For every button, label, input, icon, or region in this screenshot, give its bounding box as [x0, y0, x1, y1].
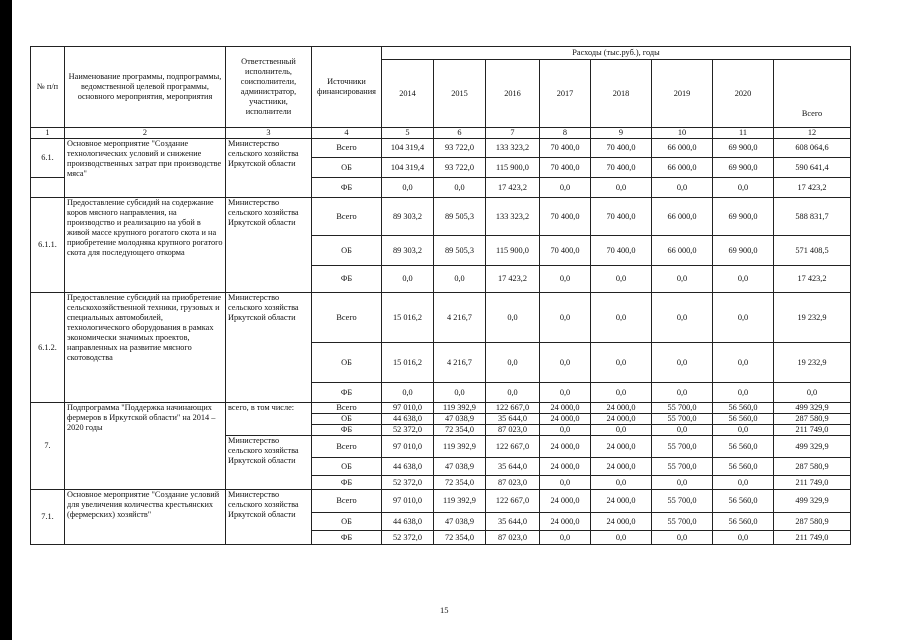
value-cell: 24 000,0: [591, 403, 652, 414]
value-cell: 70 400,0: [540, 139, 591, 158]
value-cell: 24 000,0: [591, 490, 652, 513]
value-cell: 133 323,2: [486, 139, 540, 158]
value-cell: 122 667,0: [486, 436, 540, 458]
scan-binder-edge: [0, 0, 12, 640]
value-cell: 24 000,0: [540, 414, 591, 425]
column-number: 9: [591, 128, 652, 139]
row-responsible: Министерство сельского хозяйства Иркутской области: [226, 490, 312, 545]
value-cell: 19 232,9: [774, 343, 851, 383]
value-cell: 122 667,0: [486, 490, 540, 513]
column-number: 5: [382, 128, 434, 139]
value-cell: 66 000,0: [652, 198, 713, 236]
value-cell: 0,0: [382, 266, 434, 293]
row-responsible: Министерство сельского хозяйства Иркутской области: [226, 198, 312, 293]
value-cell: 0,0: [652, 425, 713, 436]
value-cell: 72 354,0: [434, 425, 486, 436]
value-cell: 24 000,0: [591, 513, 652, 531]
value-cell: 44 638,0: [382, 513, 434, 531]
value-cell: 0,0: [540, 383, 591, 403]
value-cell: 0,0: [591, 343, 652, 383]
column-number: 6: [434, 128, 486, 139]
value-cell: 56 560,0: [713, 513, 774, 531]
value-cell: 0,0: [540, 266, 591, 293]
value-cell: 55 700,0: [652, 513, 713, 531]
header-year: 2017: [540, 60, 591, 128]
value-cell: 70 400,0: [540, 236, 591, 266]
value-cell: 89 303,2: [382, 236, 434, 266]
value-cell: 0,0: [591, 266, 652, 293]
value-cell: 97 010,0: [382, 436, 434, 458]
row-name: Предоставление субсидий на содержание коров мясного направления, на производство и реализацию на убой в живой массе крупного рогатого скота и на приобретение молодняка крупного рогатого скота для последующего откорма: [65, 198, 226, 293]
row-number: 7.: [31, 403, 65, 490]
value-cell: 56 560,0: [713, 403, 774, 414]
value-cell: 0,0: [652, 266, 713, 293]
value-cell: 104 319,4: [382, 158, 434, 178]
value-cell: 93 722,0: [434, 139, 486, 158]
value-cell: 66 000,0: [652, 236, 713, 266]
value-cell: 24 000,0: [591, 414, 652, 425]
value-cell: 70 400,0: [540, 158, 591, 178]
value-cell: 35 644,0: [486, 513, 540, 531]
value-cell: 70 400,0: [591, 236, 652, 266]
value-cell: 119 392,9: [434, 436, 486, 458]
value-cell: 24 000,0: [591, 436, 652, 458]
table-row: [31, 490, 851, 513]
column-number: 4: [312, 128, 382, 139]
table-row: [31, 293, 851, 343]
value-cell: 89 505,3: [434, 236, 486, 266]
column-number: 12: [774, 128, 851, 139]
budget-table-page: [30, 46, 851, 545]
value-cell: 69 900,0: [713, 236, 774, 266]
row-number: 6.1.1.: [31, 198, 65, 293]
value-cell: 97 010,0: [382, 403, 434, 414]
value-cell: 499 329,9: [774, 403, 851, 414]
value-cell: 24 000,0: [540, 403, 591, 414]
value-cell: 17 423,2: [486, 178, 540, 198]
value-cell: 56 560,0: [713, 458, 774, 476]
value-cell: 115 900,0: [486, 158, 540, 178]
row-responsible-empty: [226, 425, 312, 436]
value-cell: 24 000,0: [591, 458, 652, 476]
value-cell: 35 644,0: [486, 458, 540, 476]
value-cell: 0,0: [713, 343, 774, 383]
row-responsible-empty: [226, 414, 312, 425]
value-cell: 56 560,0: [713, 490, 774, 513]
value-cell: 70 400,0: [591, 139, 652, 158]
value-cell: 47 038,9: [434, 458, 486, 476]
value-cell: 66 000,0: [652, 139, 713, 158]
source-cell: Всего: [312, 293, 382, 343]
value-cell: 35 644,0: [486, 414, 540, 425]
value-cell: 0,0: [591, 531, 652, 545]
value-cell: 69 900,0: [713, 198, 774, 236]
value-cell: 0,0: [540, 293, 591, 343]
source-cell: ОБ: [312, 343, 382, 383]
row-responsible: Министерство сельского хозяйства Иркутской области: [226, 436, 312, 490]
source-cell: Всего: [312, 436, 382, 458]
value-cell: 52 372,0: [382, 476, 434, 490]
value-cell: 17 423,2: [774, 178, 851, 198]
value-cell: 133 323,2: [486, 198, 540, 236]
source-cell: Всего: [312, 403, 382, 414]
value-cell: 24 000,0: [540, 458, 591, 476]
value-cell: 0,0: [540, 531, 591, 545]
source-cell: ФБ: [312, 383, 382, 403]
value-cell: 0,0: [434, 178, 486, 198]
header-responsible: Ответственный исполнитель, соисполнители, администратор, участники, исполнители: [226, 47, 312, 128]
value-cell: 119 392,9: [434, 403, 486, 414]
value-cell: 24 000,0: [540, 436, 591, 458]
source-cell: ОБ: [312, 158, 382, 178]
value-cell: 66 000,0: [652, 158, 713, 178]
value-cell: 0,0: [540, 178, 591, 198]
value-cell: 56 560,0: [713, 436, 774, 458]
source-cell: ФБ: [312, 266, 382, 293]
value-cell: 499 329,9: [774, 490, 851, 513]
value-cell: 0,0: [713, 425, 774, 436]
value-cell: 119 392,9: [434, 490, 486, 513]
value-cell: 0,0: [591, 178, 652, 198]
source-cell: ОБ: [312, 414, 382, 425]
header-year: 2019: [652, 60, 713, 128]
value-cell: 24 000,0: [540, 490, 591, 513]
value-cell: 55 700,0: [652, 403, 713, 414]
value-cell: 0,0: [486, 293, 540, 343]
value-cell: 0,0: [486, 343, 540, 383]
header-year: 2014: [382, 60, 434, 128]
header-year: 2018: [591, 60, 652, 128]
row-name: Основное мероприятие "Создание условий для увеличения количества крестьянских (фермерских) хозяйств": [65, 490, 226, 545]
value-cell: 0,0: [713, 531, 774, 545]
source-cell: ФБ: [312, 425, 382, 436]
value-cell: 0,0: [540, 343, 591, 383]
table-row: [31, 198, 851, 236]
value-cell: 47 038,9: [434, 414, 486, 425]
row-responsible: Министерство сельского хозяйства Иркутской области: [226, 139, 312, 198]
budget-table: [30, 46, 851, 545]
value-cell: 104 319,4: [382, 139, 434, 158]
row-number: 6.1.: [31, 139, 65, 178]
column-number: 2: [65, 128, 226, 139]
value-cell: 0,0: [434, 266, 486, 293]
value-cell: 0,0: [591, 476, 652, 490]
value-cell: 0,0: [713, 266, 774, 293]
value-cell: 17 423,2: [774, 266, 851, 293]
value-cell: 287 580,9: [774, 414, 851, 425]
value-cell: 44 638,0: [382, 458, 434, 476]
value-cell: 89 505,3: [434, 198, 486, 236]
value-cell: 0,0: [652, 178, 713, 198]
header-num: № п/п: [31, 47, 65, 128]
source-cell: ОБ: [312, 458, 382, 476]
row-name: Основное мероприятие "Создание технологических условий и снижение производственных затрат при производстве мяса": [65, 139, 226, 198]
value-cell: 115 900,0: [486, 236, 540, 266]
value-cell: 0,0: [434, 383, 486, 403]
value-cell: 608 064,6: [774, 139, 851, 158]
value-cell: 0,0: [713, 476, 774, 490]
column-number: 7: [486, 128, 540, 139]
column-number: 11: [713, 128, 774, 139]
value-cell: 17 423,2: [486, 266, 540, 293]
value-cell: 72 354,0: [434, 476, 486, 490]
column-number: 10: [652, 128, 713, 139]
value-cell: 122 667,0: [486, 403, 540, 414]
value-cell: 0,0: [486, 383, 540, 403]
source-cell: ФБ: [312, 178, 382, 198]
row-number: 7.1.: [31, 490, 65, 545]
value-cell: 93 722,0: [434, 158, 486, 178]
value-cell: 0,0: [652, 383, 713, 403]
column-number: 3: [226, 128, 312, 139]
value-cell: 15 016,2: [382, 343, 434, 383]
value-cell: 211 749,0: [774, 531, 851, 545]
source-cell: ОБ: [312, 513, 382, 531]
source-cell: ОБ: [312, 236, 382, 266]
value-cell: 0,0: [540, 476, 591, 490]
value-cell: 0,0: [591, 383, 652, 403]
value-cell: 4 216,7: [434, 343, 486, 383]
row-responsible-all: всего, в том числе:: [226, 403, 312, 414]
header-source: Источники финансирования: [312, 47, 382, 128]
source-cell: ФБ: [312, 531, 382, 545]
header-name: Наименование программы, подпрограммы, ведомственной целевой программы, основного мероприятия, мероприятия: [65, 47, 226, 128]
value-cell: 55 700,0: [652, 458, 713, 476]
value-cell: 0,0: [713, 293, 774, 343]
row-name: Подпрограмма "Поддержка начинающих фермеров в Иркутской области" на 2014 – 2020 годы: [65, 403, 226, 490]
value-cell: 97 010,0: [382, 490, 434, 513]
header-expenses: Расходы (тыс.руб.), годы: [382, 47, 851, 60]
value-cell: 4 216,7: [434, 293, 486, 343]
value-cell: 15 016,2: [382, 293, 434, 343]
value-cell: 0,0: [652, 343, 713, 383]
value-cell: 0,0: [652, 293, 713, 343]
row-number-empty: [31, 178, 65, 198]
value-cell: 0,0: [591, 293, 652, 343]
value-cell: 0,0: [713, 178, 774, 198]
page-number: 15: [440, 605, 449, 615]
value-cell: 56 560,0: [713, 414, 774, 425]
row-number: 6.1.2.: [31, 293, 65, 403]
value-cell: 0,0: [652, 531, 713, 545]
value-cell: 0,0: [774, 383, 851, 403]
header-total: Всего: [774, 60, 851, 128]
value-cell: 87 023,0: [486, 476, 540, 490]
value-cell: 87 023,0: [486, 425, 540, 436]
value-cell: 69 900,0: [713, 158, 774, 178]
header-year: 2015: [434, 60, 486, 128]
value-cell: 47 038,9: [434, 513, 486, 531]
value-cell: 0,0: [591, 425, 652, 436]
value-cell: 0,0: [382, 178, 434, 198]
source-cell: ФБ: [312, 476, 382, 490]
value-cell: 0,0: [713, 383, 774, 403]
source-cell: Всего: [312, 490, 382, 513]
table-row: [31, 403, 851, 414]
column-number: 8: [540, 128, 591, 139]
value-cell: 52 372,0: [382, 425, 434, 436]
value-cell: 70 400,0: [591, 198, 652, 236]
value-cell: 19 232,9: [774, 293, 851, 343]
header-year: 2020: [713, 60, 774, 128]
value-cell: 70 400,0: [591, 158, 652, 178]
value-cell: 588 831,7: [774, 198, 851, 236]
value-cell: 211 749,0: [774, 476, 851, 490]
value-cell: 499 329,9: [774, 436, 851, 458]
value-cell: 87 023,0: [486, 531, 540, 545]
value-cell: 0,0: [382, 383, 434, 403]
row-responsible: Министерство сельского хозяйства Иркутской области: [226, 293, 312, 403]
source-cell: Всего: [312, 139, 382, 158]
value-cell: 72 354,0: [434, 531, 486, 545]
value-cell: 287 580,9: [774, 513, 851, 531]
header-year: 2016: [486, 60, 540, 128]
value-cell: 211 749,0: [774, 425, 851, 436]
column-number: 1: [31, 128, 65, 139]
value-cell: 55 700,0: [652, 436, 713, 458]
value-cell: 89 303,2: [382, 198, 434, 236]
source-cell: Всего: [312, 198, 382, 236]
value-cell: 55 700,0: [652, 414, 713, 425]
value-cell: 24 000,0: [540, 513, 591, 531]
row-name: Предоставление субсидий на приобретение сельскохозяйственной техники, грузовых и специальных автомобилей, технологического оборудования в рамках экономически значимых проектов, направленных на развитие мясного скотоводства: [65, 293, 226, 403]
value-cell: 571 408,5: [774, 236, 851, 266]
value-cell: 55 700,0: [652, 490, 713, 513]
value-cell: 287 580,9: [774, 458, 851, 476]
value-cell: 70 400,0: [540, 198, 591, 236]
value-cell: 590 641,4: [774, 158, 851, 178]
value-cell: 52 372,0: [382, 531, 434, 545]
value-cell: 0,0: [652, 476, 713, 490]
value-cell: 69 900,0: [713, 139, 774, 158]
value-cell: 44 638,0: [382, 414, 434, 425]
value-cell: 0,0: [540, 425, 591, 436]
table-row: [31, 139, 851, 158]
